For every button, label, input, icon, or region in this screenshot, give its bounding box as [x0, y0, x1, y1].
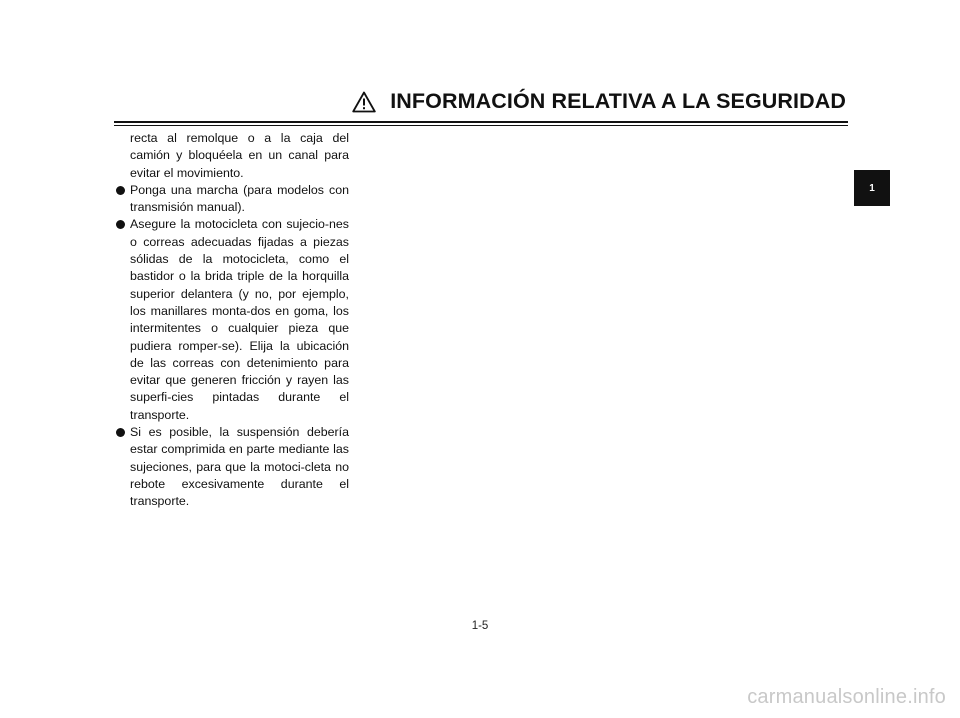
continuation-paragraph [113, 130, 349, 182]
bullet-text: Asegure la motocicleta con sujecio-nes o correas adecuadas fijadas a piezas sólidas de la motocicleta, como el bastidor o la brida triple de la horquilla superior delantera (y no, por ejemplo, los manillares monta-dos en goma, los intermitentes o cualquier pieza que pudiera romper-se). Elija la ubicación de las correas con detenimiento para evitar que generen fricción y rayen las superfi-cies pintadas durante el transporte. [130, 217, 349, 422]
chapter-tab [854, 170, 890, 206]
bullet-item [113, 182, 349, 217]
bullet-item [113, 216, 349, 424]
bullet-icon [116, 428, 125, 437]
bullet-text: Ponga una marcha (para modelos con transmisión manual). [130, 182, 349, 215]
bullet-icon [116, 186, 125, 195]
header-rule-thick [114, 121, 848, 123]
body-text [113, 130, 349, 511]
bullet-text: Si es posible, la suspensión debería estar comprimida en parte mediante las sujeciones, para que la motoci-cleta no rebote excesivamente durante el transporte. [130, 425, 349, 509]
header-rule-thin [114, 125, 848, 126]
paragraph-text: recta al remolque o a la caja del camión y bloquéela en un canal para evitar el movimiento. [130, 131, 349, 180]
bullet-icon [116, 220, 125, 229]
section-title: INFORMACIÓN RELATIVA A LA SEGURIDAD [390, 89, 846, 113]
chapter-tab-label: 1 [869, 182, 875, 194]
page-number: 1-5 [471, 620, 489, 632]
warning-triangle-icon [352, 91, 376, 113]
bullet-item [113, 424, 349, 510]
section-header [352, 89, 846, 114]
watermark: carmanualsonline.info [747, 686, 946, 708]
